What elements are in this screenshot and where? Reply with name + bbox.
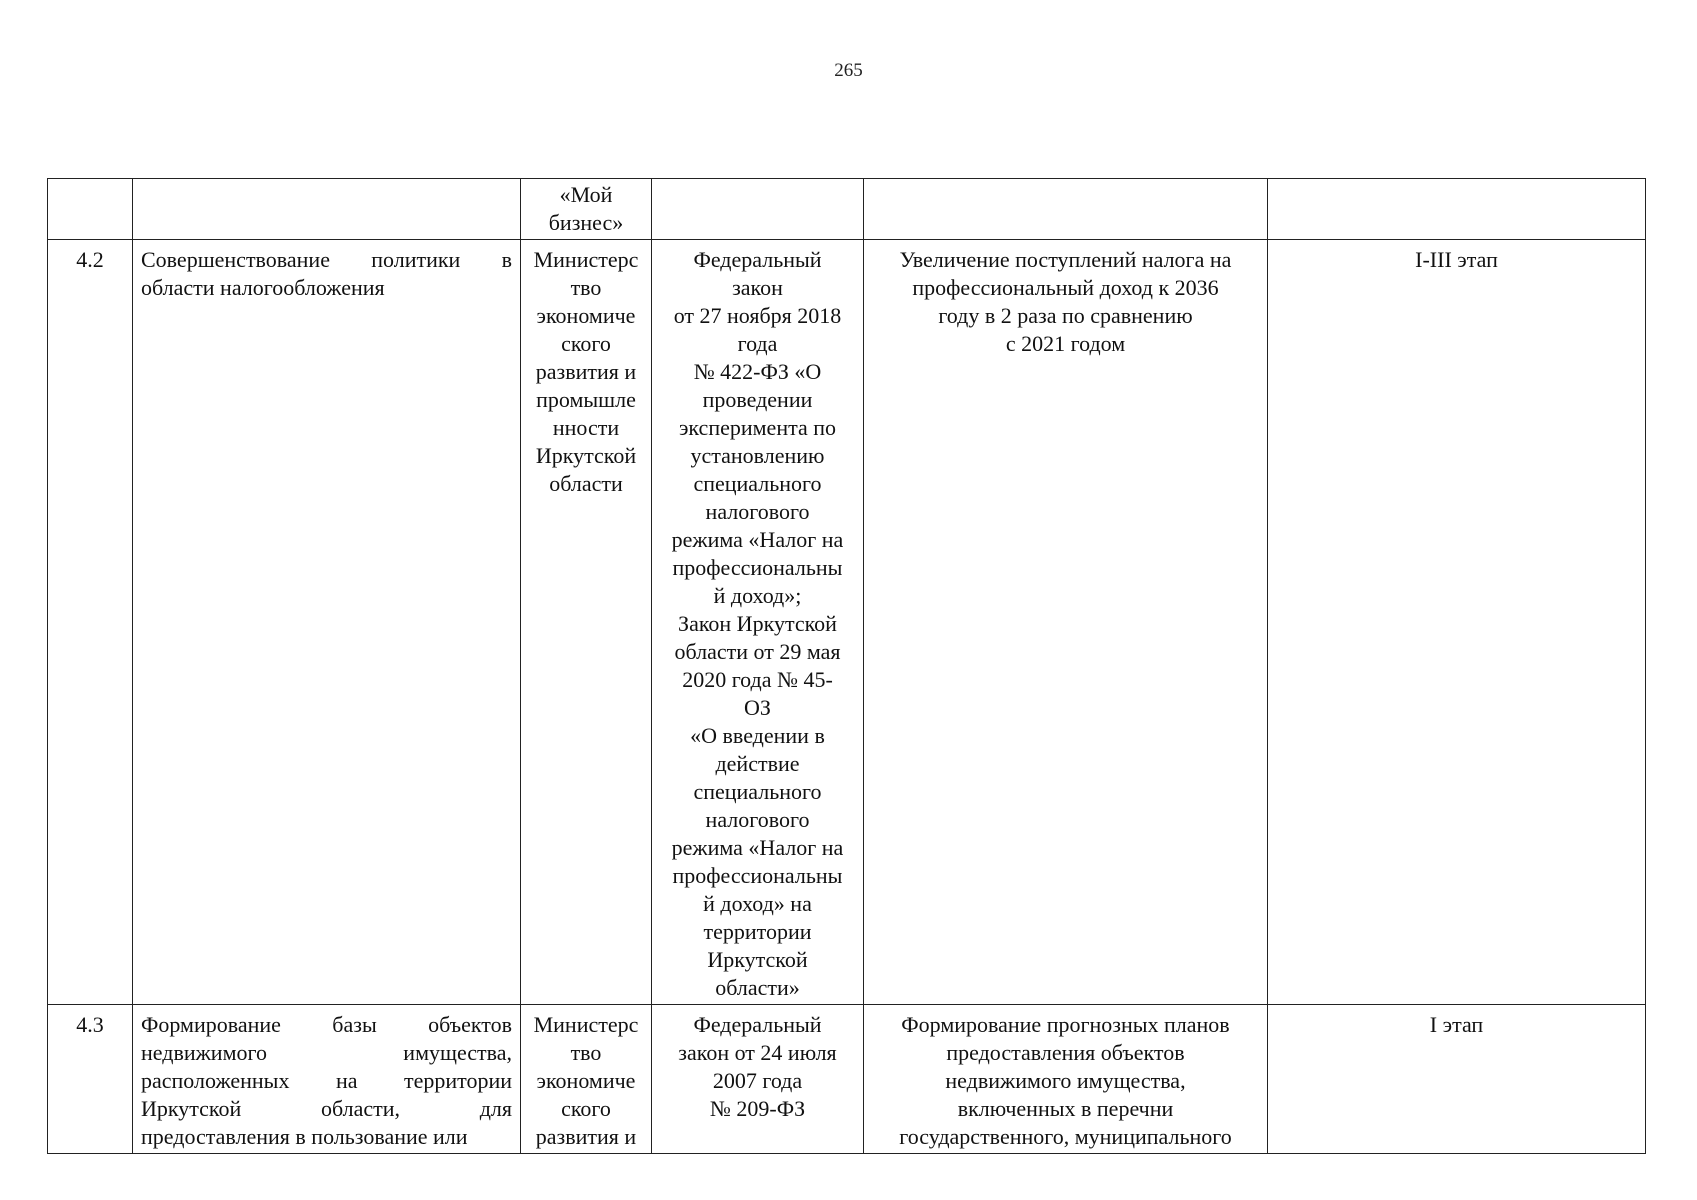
executor-line: бизнес» [548,210,624,235]
executor-line: Министерс [533,247,639,272]
expected-result-line: недвижимого имущества, [945,1068,1186,1093]
legal-basis-line: режима «Налог на [671,835,844,860]
executor-line: Министерс [533,1012,639,1037]
legal-basis-line: области от 29 мая [674,639,841,664]
stage-cell [1268,179,1646,240]
legal-basis-line: № 422-ФЗ «О [693,359,822,384]
legal-basis-line: налогового [705,807,810,832]
expected-result-line: с 2021 годом [1005,331,1126,356]
expected-result-cell [864,240,1268,1005]
executor-line: области [549,471,623,496]
page-number: 265 [834,60,863,81]
executor-line: нности [552,415,620,440]
legal-basis-line: ОЗ [744,695,771,720]
executor-line: промышле [536,387,636,412]
expected-result-line: включенных в перечни [957,1096,1174,1121]
measures-table [47,178,1646,1154]
legal-basis-line: Иркутской [707,947,808,972]
expected-result-line: государственного, муниципального [899,1124,1232,1149]
row-number-cell: 4.3 [48,1005,133,1154]
legal-basis-line: й доход» на [703,891,812,916]
legal-basis-line: установлению [690,443,825,468]
executor-cell [521,240,652,1005]
table-row-continued [48,179,1646,240]
executor-line: экономиче [536,1068,636,1093]
legal-basis-line: проведении [702,387,813,412]
legal-basis-line: профессиональны [672,863,843,888]
legal-basis-line: области» [715,975,800,1000]
legal-basis-line: Закон Иркутской [678,611,837,636]
executor-line: «Мой [559,182,613,207]
legal-basis-line: закон от 24 июля [678,1040,837,1065]
executor-line: ского [561,331,611,356]
legal-basis-line: года [737,331,778,356]
legal-basis-line: действие [715,751,800,776]
legal-basis-line: режима «Налог на [671,527,844,552]
legal-basis-line: й доход»; [713,583,802,608]
table-row-4-3 [48,1005,1646,1154]
legal-basis-line: территории [703,919,812,944]
measure-name-cell [133,179,521,240]
expected-result-cell [864,179,1268,240]
executor-line: экономиче [536,303,636,328]
executor-line: тво [570,275,602,300]
measure-name-cell: Совершенствование политики в области налогообложения [133,240,521,1005]
legal-basis-line: «О введении в [690,723,825,748]
legal-basis-line: эксперимента по [678,415,837,440]
executor-line: ского [561,1096,611,1121]
legal-basis-line: специального [693,471,822,496]
legal-basis-line: специального [693,779,822,804]
stage-cell: I этап [1268,1005,1646,1154]
legal-basis-line: налогового [705,499,810,524]
measure-name-cell: Формирование базы объектов недвижимого имущества, расположенных на территории Иркутской области, для предоставления в пользование или [133,1005,521,1154]
executor-line: Иркутской [535,443,637,468]
executor-cell [521,1005,652,1154]
expected-result-line: предоставления объектов [946,1040,1185,1065]
legal-basis-line: закон [732,275,783,300]
row-number-cell [48,179,133,240]
stage-cell: I-III этап [1268,240,1646,1005]
legal-basis-line: профессиональны [672,555,843,580]
expected-result-line: профессиональный доход к 2036 [912,275,1219,300]
executor-cell [521,179,652,240]
row-number-cell: 4.2 [48,240,133,1005]
legal-basis-cell [652,1005,864,1154]
expected-result-line: Увеличение поступлений налога на [899,247,1232,272]
legal-basis-cell [652,240,864,1005]
expected-result-line: году в 2 раза по сравнению [938,303,1193,328]
legal-basis-line: № 209-ФЗ [709,1096,806,1121]
expected-result-cell [864,1005,1268,1154]
legal-basis-line: Федеральный [693,1012,822,1037]
legal-basis-line: от 27 ноября 2018 [673,303,842,328]
executor-line: развития и [535,359,637,384]
legal-basis-line: 2020 года № 45- [682,667,833,692]
table-row-4-2 [48,240,1646,1005]
executor-line: тво [570,1040,602,1065]
legal-basis-cell [652,179,864,240]
legal-basis-line: 2007 года [712,1068,803,1093]
expected-result-line: Формирование прогнозных планов [901,1012,1230,1037]
executor-line: развития и [535,1124,637,1149]
legal-basis-line: Федеральный [693,247,822,272]
